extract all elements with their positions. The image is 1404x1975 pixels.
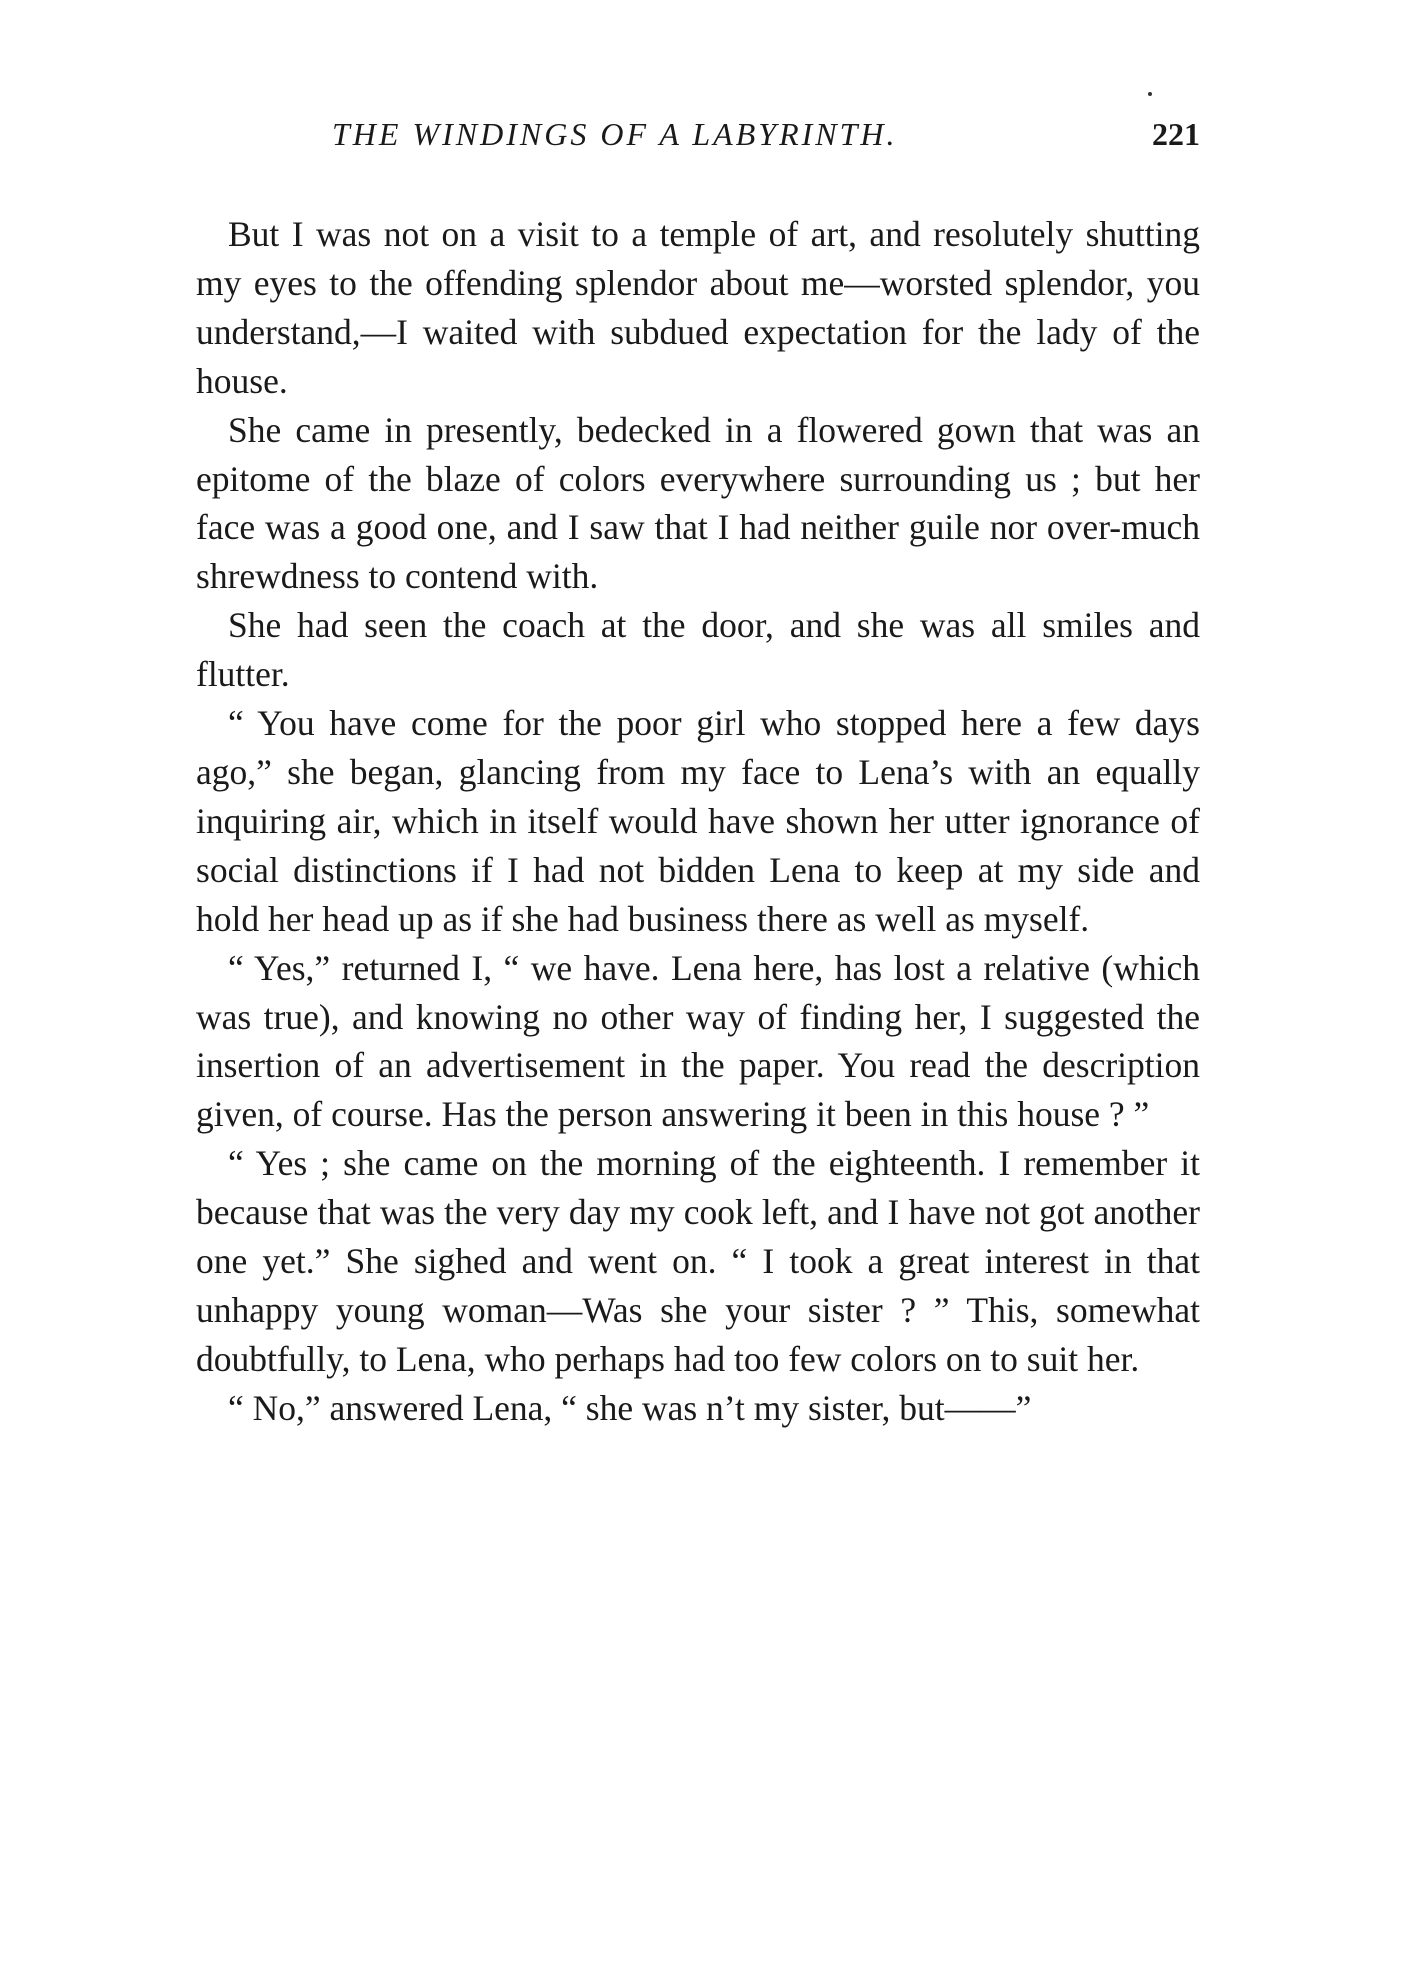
paragraph-2: She came in presently, bedecked in a flowered gown that was an epitome of the blaze of colors everywhere surrounding us ; but her face was a good one, and I saw that I had neither guile nor over-much shrewdness to contend with. xyxy=(196,409,1200,597)
paragraph-5: “ Yes,” returned I, “ we have. Lena here, has lost a relative (which was true), and knowing no other way of finding her, I suggested the insertion of an advertisement in the paper. You read the description given, of course. Has the person answering it been in this house ? ” xyxy=(196,947,1200,1135)
paragraph-4: “ You have come for the poor girl who stopped here a few days ago,” she began, glancing from my face to Lena’s with an equally inquiring air, which in itself would have shown her utter ignorance of social distinctions if I had not bidden Lena to keep at my side and hold her head up as if she had business there as well as myself. xyxy=(196,703,1200,939)
paragraph-7: “ No,” answered Lena, “ she was n’t my sister, but——” xyxy=(228,1387,1032,1428)
body-text xyxy=(196,210,1200,1433)
paragraph-1: But I was not on a visit to a temple of art, and resolutely shutting my eyes to the offending splendor about me—worsted splendor, you understand,—I waited with subdued expectation for the lady of the house. xyxy=(196,214,1200,401)
running-title: THE WINDINGS OF A LABYRINTH. xyxy=(332,116,898,152)
paragraph-6: “ Yes ; she came on the morning of the eighteenth. I remember it because that was the very day my cook left, and I have not got another one yet.” She sighed and went on. “ I took a great interest in that unhappy young woman—Was she your sister ? ” This, somewhat doubtfully, to Lena, who perhaps had too few colors on to suit her. xyxy=(196,1143,1200,1379)
paragraph-3: She had seen the coach at the door, and she was all smiles and flutter. xyxy=(196,605,1200,695)
ink-speck xyxy=(1148,92,1152,96)
page-number: 221 xyxy=(1152,116,1200,152)
running-head xyxy=(196,116,1200,166)
